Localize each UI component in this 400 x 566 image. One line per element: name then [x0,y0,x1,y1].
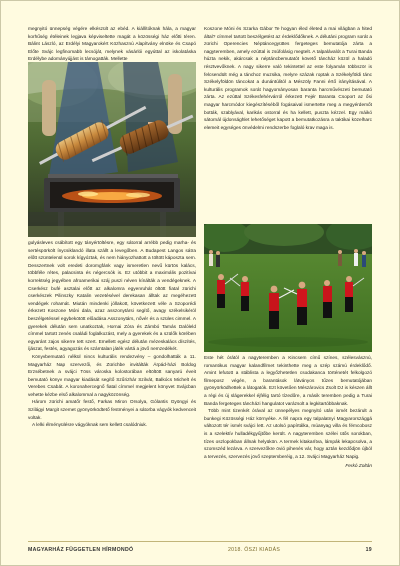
publication-name: MAGYARHÁZ FÜGGETLEN HÍRMONDÓ [28,547,134,553]
paragraph: Három zürichi amatőr festő, Farkas Miron Orsolya, Gólantis Gyöngyi és Szilágyi Margit szemet gyönyörködtető festményei a sátorba vágyók kedvenceit voltak. [28,400,196,421]
photo-chimney-cake-baking [28,62,196,237]
paragraph: megnyitó ünnepség végére elkészült az ebéd. A kiállítóknak hála, a magyar korhűség étéleinek legjava képviseltette magát a közösségi ház előtti téren. Bálint László, az Erdélyi Magyarokért Közhasznú Alapítvány elnöke és Csapó Előte Svájc legfinomabb lecsóját, melynek vásárlói egyúttal az iskolatáska Erdélybe adományújjást is támogatták. Mellette [28,27,196,63]
article-column-left-top [28,26,196,64]
article-column-right-top [204,26,372,132]
page-footer [28,544,372,556]
author-signature: Ferkó Zoltán [345,464,372,470]
paragraph: gulyásleves csábított egy tányértöltésre, egy sátorral arrébb pedig marha- és sertéspörkölt ínycsiklandó illata szállt a levegőben. A Budapest Langos sátra előtt szüntelenül sorok kígyóztak, és nem hiányozhattott a töltött káposzta sem. Desszertnek volt eredeti doromgfánk vagy ismeretlen nevű kürtös kalács, többféle rétes, palacsinta és négercsók is. Ez utóbbit a maximális pozitívai korrektség jegyében afroamerikai száj puszi néven kínálták a vendégeknek. A Cserkész bufé asztalai előtt az alkalomra egyenruhát öltött fiatal zürichi cserkészek Pilinszky Katalin vezetésével derekasan álltak az megéhezett vendégek rohamát. Miután mindenki jóllakott, következett véle a Szoporédi érkezett Koszone Móni dala, azaz asszonytársi segítő, avagy székelsikéról beszélgetéssel egybekötött előadása Asszonytárs, nővér és a szüles cimmel. A gyerekek délután sem unatkoztak, Hornai Zóra és Zámbó Tamás Dalóleld címmel tartott zenés családi foglalkozást, mely a gyerekek és a szülők körében egyaránt zajos sikerre tett szert. Emellett egész délután mézeskalács díszítés, íjászat, festés, agyagozás és számtalan játék vártá a jövő nemzedékét. [28,241,196,353]
issue-label: 2018. ŐSZI KIADÁS [228,547,281,553]
paragraph: Könyvbemutató nélkül nincs kulturális rendezvény – gondolhatták a 11. Magyarház Nap szervezői, és Zürichbe invitálták Árpád-házi Boldog Erzsébetnek a svájci Töss városka kolostorában eltöltött sanyarú éveit bemutató könyv magyar kiadását segítő Szűrizhár Szilvát, Balkócs Michelt és Verebes Csabát. A koronahercegnő fiatal címmel megjelent könyvet Svájcban vehette kézbe első alkalommal a nagyközönség. [28,354,196,398]
article-column-left-bottom [28,240,196,430]
article-column-right-bottom [204,355,372,471]
paragraph: A lelki élményülésre vágyóknak sem kellett csalódniuk. [32,423,148,429]
page-number: 19 [365,547,372,553]
photo-baranta-performance [204,224,372,352]
footer-divider [28,541,372,542]
paragraph: Több mint tizenkét órával az ünnepélyes megnyitó után ismét bezárult a bunkegi Közösségi Ház környéke. A fél napra egy talpalatnyi Magyarországgá változott tér ismét svájci lett. Az utolsó papírtálka, múanyag villa és fémcobosz is a szelektív hulladékgyűjtőbe került. A nagyteremben szélei ütős sorokban, tízes oszlopokban állnak helyükön. A termek kitakarítva, lámpák lekapcsolva, a szomszéd lezárva. A szervezőkre övió pihenés vár, hogy aztán kezdődjön újból a tervezés, szervezés jövő szeptemberéig, a 12. Svájci Magyarház Napig. [204,409,372,460]
paragraph: Koszone Móni és Szarka Gábor Te hogyan éled életed a mai világban a hited által? címmel tartott beszélgetést az érdeklődőknek. A délutáni program sorát a zürichi Operencies Néptáncegyüttes fergeteges bemutatója zárta a nagyteremben, amely ezúttal is zsúfolásig megtelt. A talpalávalót a Turai Banda húzta nekik, akárcsak a néptáncbemutatót követő táncház közöl a haladó résztvevőknek. A nagy sikerre való tekintettel az este folyamán többször is felcsendült még a tánchoz muzsika, melyre százak roptak a Székelyföldi tánc Székelyföldön táncokat a dunántúlitól a Mészöly Fanni értő irányításával. A kulturális programok sorát hagyományosan baranta harcművészeti bemutató zárta. Az ezúttal Székesfehérvárról érkezett Fejér Baranta Csoport az ősi magyar harcmódor kiegészítéséből fogásaival ismertette meg a megyérdemőt bották, szablyával, karikás ostorral és ha kellett, puszta kézzel. Egy máikó sátornál újdonsághlet lehetőséget kapott a bemutatkozásra a taktikai közelharc elemeit egységes önvédelmi rendszerbe foglaló krav maga is. [204,27,372,131]
paragraph: Este hét órától a nagyteremben a Kincsem című színes, szélesvásznú, romantikus magyar kalandfilmet tekinthette meg a szép számú érdeklődő. Amint lefutott a stáblista a legyőzhetetlen csodakanca történetét felkolgozó filmeposz végén, a barantások látványos tűzes bemutatójában gyönyörködhettek a látogatók. Ezt követően Mészárovics Zsolt DJ is készen állt a régi és új slágerekkel éjfélig tartó tízedőre, a másik teremben pedig a Turai Banda fergeteges táncházi hangulatot varázsolt a legkitartóbbaknak. [204,356,372,407]
